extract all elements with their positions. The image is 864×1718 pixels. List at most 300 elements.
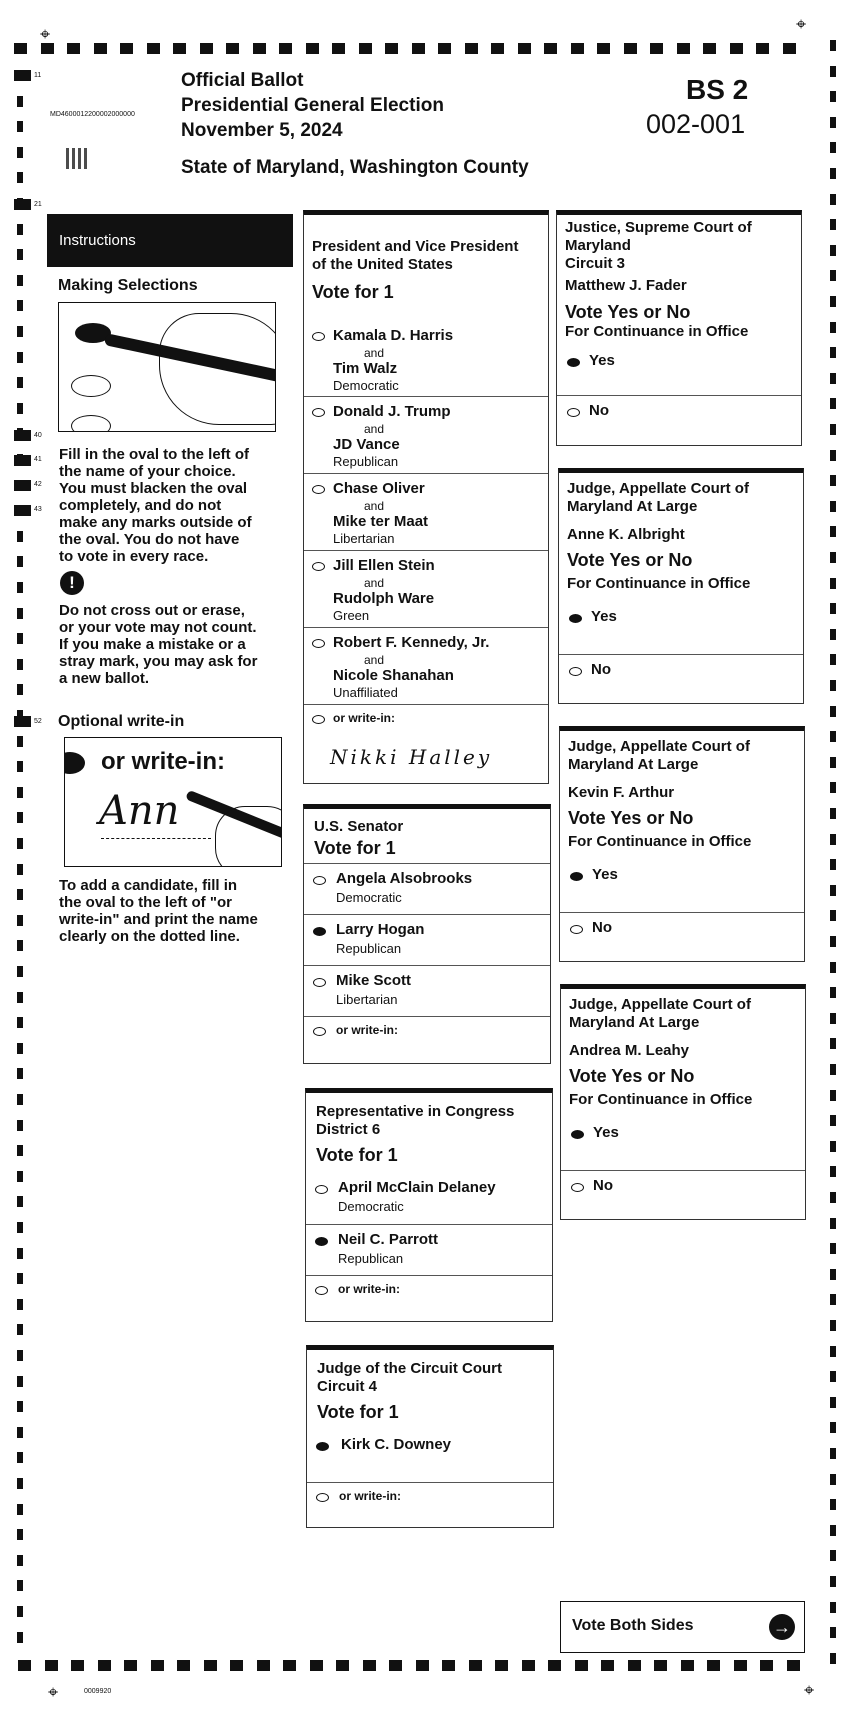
timing-mark (491, 43, 504, 54)
timing-mark (17, 224, 23, 235)
contest-title-line: of the United States (312, 256, 453, 273)
timing-mark (830, 501, 836, 512)
continuance-label: For Continuance in Office (565, 323, 749, 340)
timing-mark (830, 936, 836, 947)
timing-mark (17, 1273, 23, 1284)
yes-oval-filled[interactable] (569, 614, 582, 623)
timing-mark (830, 1576, 836, 1587)
and-label: and (364, 422, 385, 436)
timing-mark (17, 1248, 23, 1259)
timing-mark (830, 347, 836, 358)
writein-label: or write-in: (338, 1282, 400, 1296)
yes-label: Yes (591, 608, 617, 625)
candidate-name: Mike Scott (336, 972, 412, 989)
timing-mark (17, 659, 23, 670)
warning-line: or your vote may not count. (59, 619, 257, 636)
timing-mark (14, 716, 31, 727)
timing-mark (734, 1660, 747, 1671)
candidate-option[interactable] (304, 914, 550, 966)
no-option[interactable] (559, 654, 803, 705)
timing-mark (830, 1243, 836, 1254)
timing-mark (17, 1196, 23, 1207)
timing-mark (830, 40, 836, 51)
timing-mark (601, 1660, 614, 1671)
timing-mark (830, 578, 836, 589)
warning-line: If you make a mistake or a (59, 636, 246, 653)
running-mate-name: Tim Walz (333, 360, 398, 377)
timing-mark (17, 1555, 23, 1566)
writein-option[interactable] (307, 1482, 553, 1531)
timing-mark (17, 608, 23, 619)
timing-mark (830, 270, 836, 281)
contest-circuit-judge (306, 1345, 554, 1528)
timing-mark (597, 43, 610, 54)
warning-icon: ! (60, 571, 84, 595)
timing-mark (830, 962, 836, 973)
timing-mark (17, 249, 23, 260)
ballot-title-line: November 5, 2024 (181, 120, 343, 141)
timing-mark (17, 1401, 23, 1412)
selection-oval[interactable] (312, 408, 325, 417)
timing-mark (830, 245, 836, 256)
instructions-heading: Instructions (47, 214, 293, 267)
timing-mark (830, 885, 836, 896)
writein-illustration (64, 737, 282, 867)
no-oval[interactable] (571, 1183, 584, 1192)
writein-instruction-line: write-in" and print the name (59, 911, 258, 928)
candidate-option[interactable] (307, 1430, 553, 1482)
candidate-option[interactable] (304, 473, 548, 551)
warning-text (59, 602, 257, 687)
contest-title (567, 480, 749, 516)
timing-mark (226, 43, 239, 54)
timing-number: 52 (34, 718, 42, 725)
timing-number: 21 (34, 201, 42, 208)
timing-mark (200, 43, 213, 54)
timing-mark (830, 1550, 836, 1561)
ballot-style: BS 2 (686, 74, 749, 105)
writein-instruction-line: clearly on the dotted line. (59, 928, 240, 945)
timing-mark (830, 1013, 836, 1024)
timing-mark (17, 121, 23, 132)
timing-mark (257, 1660, 270, 1671)
instruction-line: You must blacken the oval (59, 480, 248, 497)
timing-mark (830, 1397, 836, 1408)
no-oval[interactable] (567, 408, 580, 417)
timing-mark (830, 1141, 836, 1152)
timing-mark (94, 43, 107, 54)
contest-title-line: Judge, Appellate Court of (567, 480, 749, 497)
candidate-option[interactable] (304, 319, 548, 396)
timing-mark (124, 1660, 137, 1671)
vote-for-label: Vote for 1 (312, 282, 394, 302)
ballot-title-line: Official Ballot (181, 70, 304, 91)
timing-mark (306, 43, 319, 54)
timing-mark (17, 838, 23, 849)
vote-yes-or-no-label: Vote Yes or No (567, 550, 693, 570)
timing-mark (18, 1660, 31, 1671)
and-label: and (364, 653, 385, 667)
timing-mark (830, 398, 836, 409)
timing-mark (442, 1660, 455, 1671)
timing-mark (830, 1371, 836, 1382)
selection-oval-filled[interactable] (313, 927, 326, 936)
timing-mark (830, 1627, 836, 1638)
contest-title-line: Judge of the Circuit Court (317, 1360, 502, 1377)
contest-title-line: Maryland At Large (568, 756, 699, 773)
timing-mark (17, 1120, 23, 1131)
timing-mark (17, 1529, 23, 1540)
party-label: Libertarian (336, 992, 398, 1007)
timing-mark (571, 43, 584, 54)
timing-number: 43 (34, 506, 42, 513)
judge-name: Anne K. Albright (567, 526, 685, 543)
candidate-name: Kirk C. Downey (341, 1436, 452, 1453)
warning-line: a new ballot. (59, 670, 150, 687)
contest-title-line: Maryland (565, 237, 631, 254)
judge-name: Andrea M. Leahy (569, 1042, 690, 1059)
timing-mark (17, 889, 23, 900)
selection-oval[interactable] (312, 332, 325, 341)
timing-mark (120, 43, 133, 54)
timing-mark (385, 43, 398, 54)
timing-mark (707, 1660, 720, 1671)
timing-mark (830, 706, 836, 717)
timing-mark (787, 1660, 800, 1671)
timing-mark (17, 377, 23, 388)
timing-mark (279, 43, 292, 54)
timing-mark (830, 66, 836, 77)
selection-oval-filled[interactable] (316, 1442, 329, 1451)
contest-title-line: Justice, Supreme Court of (565, 219, 752, 236)
timing-mark (830, 757, 836, 768)
no-oval[interactable] (570, 925, 583, 934)
no-option[interactable] (560, 912, 804, 963)
timing-mark (363, 1660, 376, 1671)
candidate-name: Larry Hogan (336, 921, 425, 938)
candidate-name: April McClain Delaney (338, 1179, 496, 1196)
timing-mark (760, 1660, 773, 1671)
candidate-name: Chase Oliver (333, 480, 425, 497)
timing-mark (830, 1474, 836, 1485)
timing-mark (416, 1660, 429, 1671)
timing-mark (730, 43, 743, 54)
selection-oval[interactable] (313, 1027, 326, 1036)
writein-example-label: or write-in: (101, 748, 225, 775)
contest-congress (305, 1088, 553, 1322)
timing-mark (544, 43, 557, 54)
crosshair-bottom-left: ⌖ (48, 1682, 59, 1702)
vote-for-label: Vote for 1 (317, 1402, 399, 1422)
instruction-line: to vote in every race. (59, 548, 209, 565)
writein-label: or write-in: (333, 711, 395, 725)
vote-both-sides-label: Vote Both Sides (572, 1617, 694, 1634)
no-label: No (592, 919, 612, 936)
timing-mark (624, 43, 637, 54)
barcode-text: MD4600012200002000000 (50, 111, 135, 118)
ballot-title-line: Presidential General Election (181, 95, 444, 116)
timing-mark (71, 1660, 84, 1671)
vote-for-label: Vote for 1 (316, 1145, 398, 1165)
candidate-option[interactable] (306, 1224, 552, 1276)
no-label: No (591, 661, 611, 678)
candidate-option[interactable] (304, 396, 548, 474)
timing-mark (17, 1017, 23, 1028)
candidate-option[interactable] (304, 965, 550, 1017)
vote-yes-or-no-label: Vote Yes or No (565, 302, 691, 322)
selection-oval[interactable] (316, 1493, 329, 1502)
contest-title (316, 1103, 514, 1139)
instruction-line: the name of your choice. (59, 463, 236, 480)
timing-mark (830, 91, 836, 102)
timing-mark (17, 96, 23, 107)
timing-mark (17, 1350, 23, 1361)
and-label: and (364, 499, 385, 513)
judge-name: Matthew J. Fader (565, 277, 687, 294)
vote-for-label: Vote for 1 (314, 838, 396, 858)
timing-mark (17, 736, 23, 747)
candidate-name: Kamala D. Harris (333, 327, 454, 344)
selection-oval[interactable] (313, 978, 326, 987)
selection-oval[interactable] (312, 639, 325, 648)
timing-mark (173, 43, 186, 54)
party-label: Libertarian (333, 531, 395, 546)
timing-mark (17, 787, 23, 798)
vote-yes-or-no-label: Vote Yes or No (568, 808, 694, 828)
timing-mark (830, 1499, 836, 1510)
contest-retention-arthur (559, 726, 805, 962)
timing-mark (830, 552, 836, 563)
timing-mark (830, 808, 836, 819)
party-label: Republican (338, 1251, 404, 1266)
running-mate-name: JD Vance (333, 436, 400, 453)
timing-mark (17, 1478, 23, 1489)
timing-mark (17, 1043, 23, 1054)
timing-mark (830, 475, 836, 486)
timing-mark (830, 1090, 836, 1101)
continuance-label: For Continuance in Office (567, 575, 751, 592)
timing-mark (17, 1299, 23, 1310)
contest-title-line: Representative in Congress (316, 1103, 515, 1120)
ballot-title (181, 68, 444, 143)
writein-example-name: Ann (99, 788, 180, 834)
timing-mark (17, 1376, 23, 1387)
footer-code: 0009920 (84, 1688, 112, 1695)
timing-mark (654, 1660, 667, 1671)
timing-mark (830, 1525, 836, 1536)
contest-retention-fader (556, 210, 802, 446)
timing-mark (17, 992, 23, 1003)
candidate-option[interactable] (304, 627, 548, 705)
timing-mark (17, 1145, 23, 1156)
timing-mark (465, 43, 478, 54)
contest-title-line: Maryland At Large (569, 1014, 700, 1031)
contest-title (312, 238, 518, 274)
running-mate-name: Rudolph Ware (333, 590, 435, 607)
timing-mark (495, 1660, 508, 1671)
timing-mark (17, 1171, 23, 1182)
warning-line: Do not cross out or erase, (59, 602, 245, 619)
yes-oval-filled[interactable] (571, 1130, 584, 1139)
selection-oval[interactable] (312, 485, 325, 494)
yes-oval-filled[interactable] (570, 872, 583, 881)
contest-retention-leahy (560, 984, 806, 1220)
instruction-line: make any marks outside of (59, 514, 252, 531)
no-option[interactable] (557, 395, 801, 448)
yes-label: Yes (592, 866, 618, 883)
writein-instructions (59, 877, 258, 945)
timing-mark (14, 505, 31, 516)
contest-title (317, 1360, 502, 1396)
timing-mark (14, 199, 31, 210)
timing-mark (830, 1346, 836, 1357)
timing-mark (830, 629, 836, 640)
contest-retention-albright (558, 468, 804, 704)
selection-oval-filled[interactable] (315, 1237, 328, 1246)
running-mate-name: Mike ter Maat (333, 513, 429, 530)
timing-mark (830, 731, 836, 742)
writein-option[interactable] (304, 704, 548, 785)
timing-mark (830, 603, 836, 614)
and-label: and (364, 346, 385, 360)
candidate-name: Angela Alsobrooks (336, 870, 473, 887)
timing-mark (310, 1660, 323, 1671)
contest-title (568, 738, 750, 774)
no-label: No (593, 1177, 613, 1194)
no-label: No (589, 402, 609, 419)
candidate-option[interactable] (304, 550, 548, 628)
timing-mark (830, 1294, 836, 1305)
timing-mark (17, 761, 23, 772)
timing-mark (67, 43, 80, 54)
instruction-line: completely, and do not (59, 497, 222, 514)
timing-mark (17, 275, 23, 286)
timing-mark (830, 1218, 836, 1229)
timing-mark (830, 654, 836, 665)
timing-mark (17, 531, 23, 542)
timing-mark (336, 1660, 349, 1671)
timing-mark (830, 424, 836, 435)
party-label: Democratic (333, 378, 399, 393)
timing-mark (830, 373, 836, 384)
writein-handwritten-name[interactable]: Nikki Halley (330, 745, 493, 769)
timing-mark (830, 1653, 836, 1664)
selection-oval[interactable] (313, 876, 326, 885)
writein-label: or write-in: (339, 1489, 401, 1503)
timing-mark (681, 1660, 694, 1671)
crosshair-top-left: ⌖ (40, 24, 51, 44)
timing-mark (17, 1324, 23, 1335)
crosshair-bottom-right: ⌖ (804, 1680, 815, 1700)
timing-mark (17, 684, 23, 695)
timing-mark (17, 1222, 23, 1233)
candidate-option[interactable] (304, 863, 550, 915)
yes-label: Yes (593, 1124, 619, 1141)
timing-mark (14, 455, 31, 466)
optional-writein-heading: Optional write-in (58, 713, 185, 730)
timing-mark (677, 43, 690, 54)
no-option[interactable] (561, 1170, 805, 1221)
qr-code-icon (66, 148, 87, 169)
contest-title: U.S. Senator (314, 818, 404, 835)
timing-mark (17, 147, 23, 158)
timing-mark (830, 1320, 836, 1331)
timing-mark (412, 43, 425, 54)
timing-mark (14, 480, 31, 491)
making-selections-heading: Making Selections (58, 277, 198, 294)
selection-oval[interactable] (312, 715, 325, 724)
party-label: Republican (336, 941, 402, 956)
timing-mark (830, 1166, 836, 1177)
timing-mark (17, 352, 23, 363)
running-mate-name: Nicole Shanahan (333, 667, 454, 684)
timing-mark (628, 1660, 641, 1671)
party-label: Unaffiliated (333, 685, 398, 700)
candidate-option[interactable] (306, 1173, 552, 1224)
timing-mark (17, 812, 23, 823)
timing-mark (830, 168, 836, 179)
timing-mark (830, 322, 836, 333)
no-oval[interactable] (569, 667, 582, 676)
timing-mark (830, 450, 836, 461)
timing-mark (830, 219, 836, 230)
timing-mark (756, 43, 769, 54)
yes-oval-filled[interactable] (567, 358, 580, 367)
vote-yes-or-no-label: Vote Yes or No (569, 1066, 695, 1086)
timing-mark (17, 326, 23, 337)
fill-oval-illustration (58, 302, 276, 432)
contest-title-line: Judge, Appellate Court of (569, 996, 751, 1013)
writein-option[interactable] (304, 1016, 550, 1067)
timing-mark (783, 43, 796, 54)
instruction-line: Fill in the oval to the left of (59, 446, 249, 463)
timing-mark (17, 1427, 23, 1438)
timing-mark (283, 1660, 296, 1671)
timing-mark (830, 117, 836, 128)
timing-mark (17, 1504, 23, 1515)
timing-mark (17, 1580, 23, 1591)
timing-mark (830, 834, 836, 845)
contest-title (569, 996, 751, 1032)
timing-mark (17, 300, 23, 311)
timing-mark (830, 910, 836, 921)
timing-number: 11 (34, 72, 42, 79)
selection-oval[interactable] (315, 1185, 328, 1194)
timing-mark (830, 1115, 836, 1126)
timing-mark (17, 582, 23, 593)
timing-mark (17, 915, 23, 926)
timing-mark (830, 782, 836, 793)
selection-oval[interactable] (315, 1286, 328, 1295)
contest-title-line: Circuit 4 (317, 1378, 378, 1395)
timing-mark (14, 43, 27, 54)
timing-mark (147, 43, 160, 54)
jurisdiction: State of Maryland, Washington County (181, 157, 529, 178)
timing-mark (830, 1038, 836, 1049)
timing-number: 42 (34, 481, 42, 488)
timing-mark (17, 1606, 23, 1617)
writein-option[interactable] (306, 1275, 552, 1325)
timing-mark (830, 987, 836, 998)
timing-number: 40 (34, 432, 42, 439)
timing-mark (45, 1660, 58, 1671)
selection-oval[interactable] (312, 562, 325, 571)
candidate-name: Neil C. Parrott (338, 1231, 439, 1248)
timing-mark (17, 1632, 23, 1643)
timing-mark (204, 1660, 217, 1671)
timing-mark (830, 1192, 836, 1203)
yes-label: Yes (589, 352, 615, 369)
